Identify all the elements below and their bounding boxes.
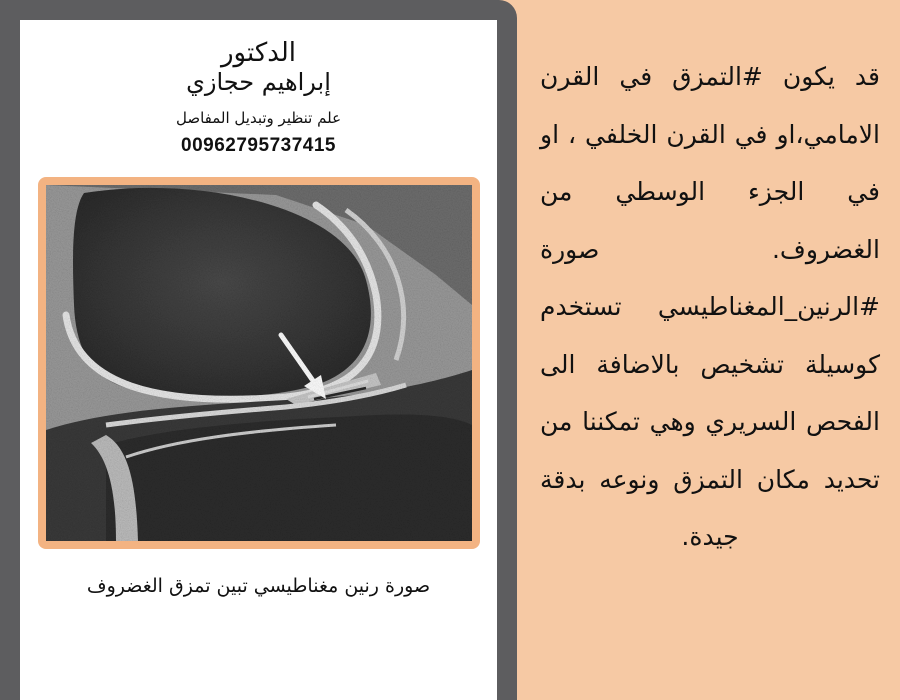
doctor-specialty: علم تنظير وتبديل المفاصل (175, 109, 342, 127)
image-caption: صورة رنين مغناطيسي تبين تمزق الغضروف (86, 575, 431, 597)
doctor-header (20, 38, 497, 160)
doctor-title: الدكتور (220, 38, 296, 68)
mri-image-frame (38, 177, 480, 549)
doctor-card (20, 20, 497, 700)
doctor-phone: 00962795737415 (181, 135, 336, 156)
doctor-name: إبراهيم حجازي (186, 68, 331, 96)
article-text: قد يكون #التمزق في القرن الامامي،او في القرن الخلفي ، او في الجزء الوسطي من الغضروف. صورة #الرنين_المغناطيسي تستخدم كوسيلة تشخيص بالاضافة الى الفحص السريري وهي تمكننا من تحديد مكان التمزق ونوعه بدقة جيدة. (540, 62, 880, 551)
mri-knee-image (46, 185, 472, 541)
